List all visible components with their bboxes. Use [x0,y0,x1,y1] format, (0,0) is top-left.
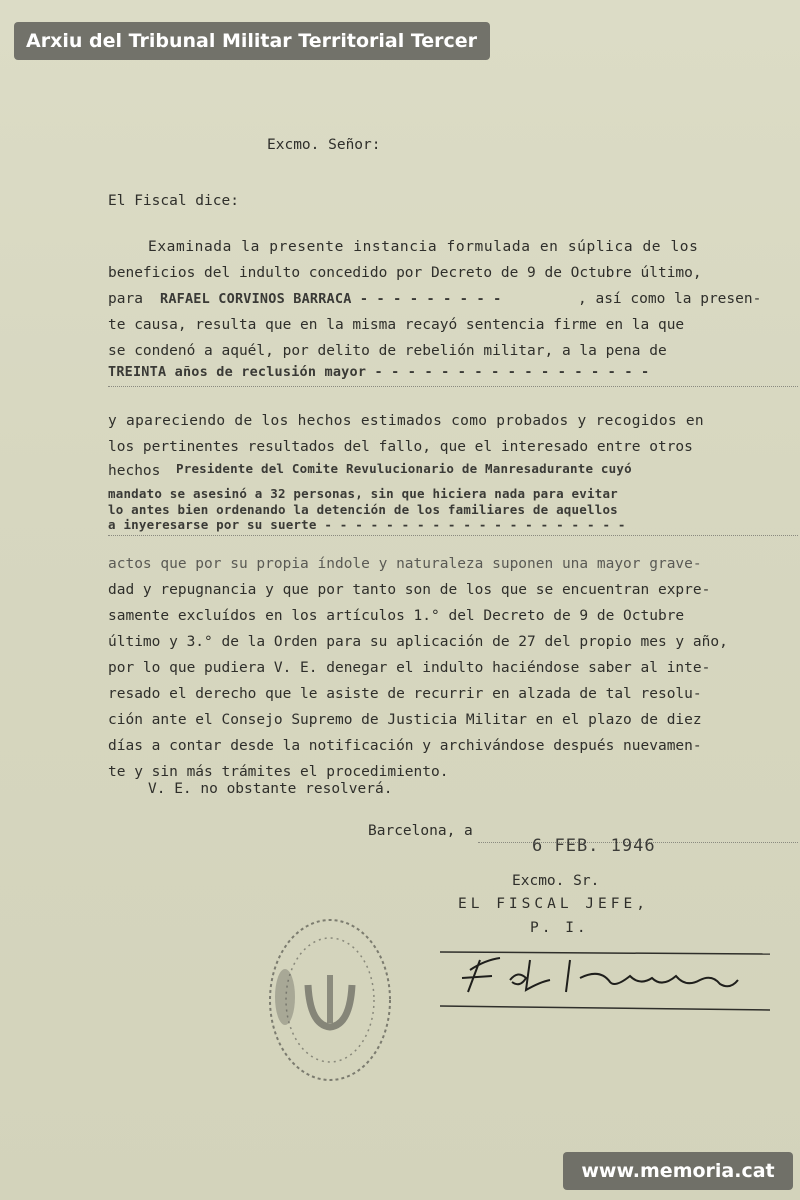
body-line: se condenó a aquél, por delito de rebelión militar, a la pena de [108,343,667,359]
body-line: , así como la presen- [578,291,762,307]
body-line: te y sin más trámites el procedimiento. [108,764,449,780]
body-line: hechos [108,463,161,479]
filled-facts-line: lo antes bien ordenando la detención de los familiares de aquellos [108,502,618,517]
body-line: beneficios del indulto concedido por Decreto de 9 de Octubre último, [108,265,702,281]
body-line: actos que por su propia índole y naturaleza suponen una mayor grave- [108,556,702,572]
dotted-rule [108,386,798,387]
intro-line: El Fiscal dice: [108,193,239,209]
signoff-line: EL FISCAL JEFE, [458,896,649,912]
filled-sentence: TREINTA años de reclusión mayor - - - - - - - - - - - - - - - - - [108,364,650,380]
body-line: te causa, resulta que en la misma recayó sentencia firme en la que [108,317,685,333]
site-watermark: www.memoria.cat [563,1152,793,1190]
body-line: último y 3.° de la Orden para su aplicación de 27 del propio mes y año, [108,634,728,650]
body-line: resado el derecho que le asiste de recurrir en alzada de tal resolu- [108,686,702,702]
filled-name: RAFAEL CORVINOS BARRACA - - - - - - - - - [160,291,502,307]
signoff-line: Excmo. Sr. [512,873,600,889]
body-line: los pertinentes resultados del fallo, que el interesado entre otros [108,439,693,455]
filled-facts-line: a inyeresarse por su suerte - - - - - - - - - - - - - - - - - - - - [108,517,626,532]
body-line: samente excluídos en los artículos 1.° del Decreto de 9 de Octubre [108,608,685,624]
place-line: Barcelona, a [368,823,473,839]
salutation: Excmo. Señor: [267,137,381,153]
closing-line: V. E. no obstante resolverá. [148,781,393,797]
body-line: ción ante el Consejo Supremo de Justicia Militar en el plazo de diez [108,712,702,728]
body-line: por lo que pudiera V. E. denegar el indulto haciéndose saber al inte- [108,660,711,676]
date-stamp: 6 FEB. 1946 [532,836,656,856]
body-line: días a contar desde la notificación y archivándose después nuevamen- [108,738,702,754]
body-line: Examinada la presente instancia formulada en súplica de los [148,239,699,255]
signoff-line: P. I. [530,920,589,936]
filled-facts-line: Presidente del Comite Revulucionario de Manresadurante cuyó [176,461,632,476]
body-line: y apareciendo de los hechos estimados como probados y recogidos en [108,413,704,429]
filled-facts-line: mandato se asesinó a 32 personas, sin que hiciera nada para evitar [108,486,618,501]
body-line: para [108,291,143,307]
archive-watermark: Arxiu del Tribunal Militar Territorial Tercer [14,22,490,60]
dotted-rule [108,535,798,536]
handwritten-signature [440,930,800,1020]
body-line: dad y repugnancia y que por tanto son de los que se encuentran expre- [108,582,711,598]
official-seal-stamp [260,905,410,1095]
